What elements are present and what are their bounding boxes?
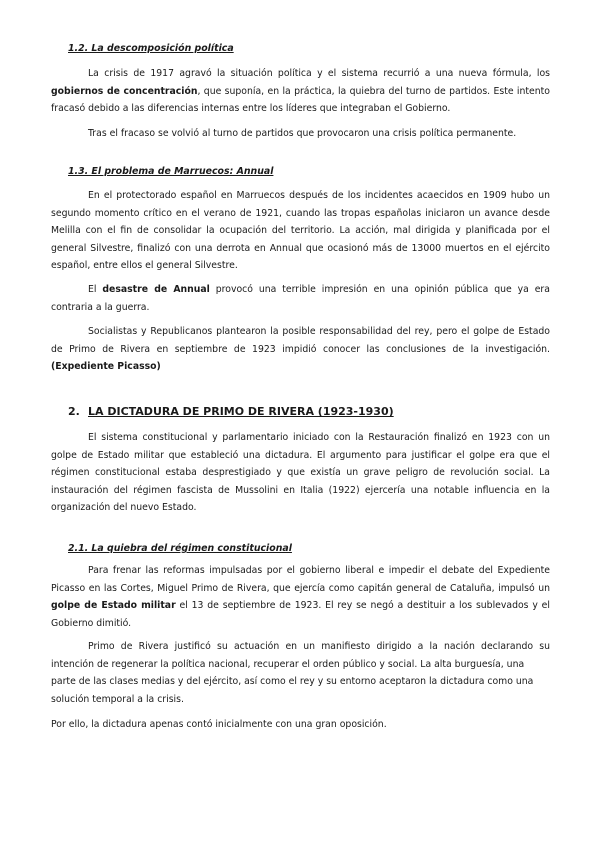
paragraph-oposicion: Por ello, la dictadura apenas contó inicialmente con una gran oposición. (51, 719, 387, 730)
section-heading-2 (68, 405, 394, 418)
paragraph-fracaso: Tras el fracaso se volvió al turno de partidos que provocaron una crisis política permanente. (88, 128, 517, 139)
bold-term-gobiernos-concentracion: gobiernos de concentración (51, 85, 198, 97)
paragraph-responsabilidad: Socialistas y Republicanos plantearon la posible responsabilidad del rey, pero el golpe de Estado de Primo de Rivera en septiembre de 1923 impidió conocer las conclusiones de la investigación. (Expediente Picasso) (51, 326, 550, 373)
section-number: 2. (68, 405, 80, 418)
paragraph-protectorado: En el protectorado español en Marruecos después de los incidentes acaecidos en 1909 hubo un segundo momento crítico en el verano de 1921, cuando las tropas españolas iniciaron un avance desde Melilla con el fin de consolidar la ocupación del territorio. La acción, mal dirigida y planificada por el general Silvestre, finalizó con una derrota en Annual que ocasionó más de 13000 muertos en el ejército español, entre ellos el general Silvestre. (51, 190, 550, 272)
section-heading-2-1: 2.1. La quiebra del régimen constitucional (68, 543, 292, 554)
paragraph-desastre-annual: El desastre de Annual provocó una terrible impresión en una opinión pública que ya era contraria a la guerra. (51, 284, 550, 313)
section-title: LA DICTADURA DE PRIMO DE RIVERA (1923-1930) (88, 405, 394, 418)
paragraph-concentracion: La crisis de 1917 agravó la situación política y el sistema recurrió a una nueva fórmula, los gobiernos de concentración, que suponía, en la práctica, la quiebra del turno de partidos. Este intento fracasó debido a las diferencias internas entre los líderes que integraban el Gobierno. (51, 68, 550, 115)
paragraph-golpe-estado: Para frenar las reformas impulsadas por el gobierno liberal e impedir el debate del Expediente Picasso en las Cortes, Miguel Primo de Rivera, que ejercía como capitán general de Cataluña, impulsó un golpe de Estado militar el 13 de septiembre de 1923. El rey se negó a destituir a los sublevados y el Gobierno dimitió. (51, 565, 550, 629)
bold-term-desastre-annual: desastre de Annual (102, 284, 210, 295)
paragraph-sistema-constitucional: El sistema constitucional y parlamentario iniciado con la Restauración finalizó en 1923 con un golpe de Estado militar que estableció una dictadura. El argumento para justificar el golpe era que el régimen constitucional estaba desprestigiado y que existía un grave peligro de revolución social. La instauración del régimen fascista de Mussolini en Italia (1922) ejercería una notable influencia en la organización del nuevo Estado. (51, 432, 550, 514)
paragraph-manifiesto: Primo de Rivera justificó su actuación en un manifiesto dirigido a la nación declarando su intención de regenerar la política nacional, recuperar el orden público y social. La alta burguesía, una parte de las clases medias y del ejército, así como el rey y su entorno aceptaron la dictadura como una solución temporal a la crisis. (51, 641, 550, 705)
bold-term-golpe-estado-militar: golpe de Estado militar (51, 600, 176, 612)
bold-term-expediente-picasso: (Expediente Picasso) (51, 361, 161, 373)
section-heading-1-3: 1.3. El problema de Marruecos: Annual (68, 166, 274, 177)
section-heading-1-2: 1.2. La descomposición política (68, 43, 234, 54)
